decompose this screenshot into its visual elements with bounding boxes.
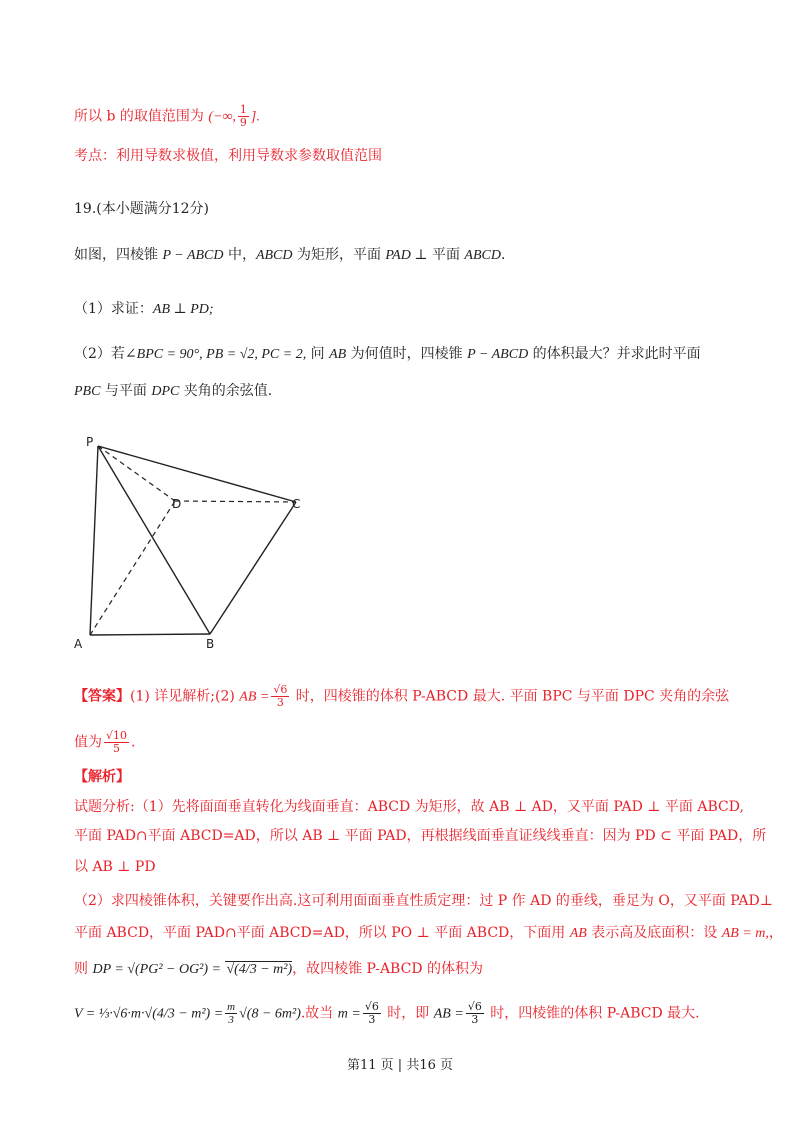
edge-PA xyxy=(90,446,98,635)
analysis-line6: 则 DP = √(PG² − OG²) = √(4/3 − m²)，故四棱锥 P-ABCD 的体积为 xyxy=(74,961,483,977)
edge-DC xyxy=(175,501,296,502)
edge-PD xyxy=(98,446,175,501)
edge-BC xyxy=(210,502,296,634)
vertex-label-C: C xyxy=(292,497,301,511)
edge-PC xyxy=(98,446,296,502)
analysis-line2: 平面 PAD∩平面 ABCD=AD，所以 AB ⊥ 平面 PAD，再根据线面垂直证线线垂直：因为 PD ⊂ 平面 PAD，所 xyxy=(74,828,767,844)
edge-AB xyxy=(90,634,210,635)
analysis-tag: 【解析】 xyxy=(74,769,130,785)
page-footer: 第11 页 | 共16 页 xyxy=(347,1058,453,1073)
question-2-line1: （2）若∠BPC = 90°, PB = √2, PC = 2, 问 AB 为何值时，四棱锥 P − ABCD 的体积最大？并求此时平面 xyxy=(74,346,701,362)
pyramid-figure xyxy=(70,428,320,658)
question-1: （1）求证：AB ⊥ PD; xyxy=(74,301,214,317)
vertex-label-D: D xyxy=(172,497,182,511)
range-conclusion: 所以 b 的取值范围为 (−∞, $\frac{1}{9}$ ]. xyxy=(74,103,260,129)
kaodian-note: 考点：利用导数求极值，利用导数求参数取值范围 xyxy=(74,148,382,164)
problem-intro: 如图，四棱锥 P − ABCD 中，ABCD 为矩形，平面 PAD ⊥ 平面 ABCD. xyxy=(74,247,506,263)
vertex-label-B: B xyxy=(206,637,215,651)
answer-line1: 【答案】(1) 详见解析;(2) AB = $\frac{√6}{3}$ 时，四棱锥的体积 P-ABCD 最大. 平面 BPC 与平面 DPC 夹角的余弦 xyxy=(74,683,730,709)
question-2-line2: PBC 与平面 DPC 夹角的余弦值. xyxy=(74,383,273,399)
analysis-line5: 平面 ABCD，平面 PAD∩平面 ABCD=AD，所以 PO ⊥ 平面 ABCD，下面用 AB 表示高及底面积：设 AB = m,， xyxy=(74,925,783,941)
analysis-line4: （2）求四棱锥体积，关键要作出高.这可利用面面垂直性质定理：过 P 作 AD 的垂线，垂足为 O，又平面 PAD⊥ xyxy=(74,893,773,909)
problem-number: 19.(本小题满分12分) xyxy=(74,201,210,217)
vertex-label-P: P xyxy=(86,435,94,449)
analysis-line1: 试题分析:（1）先将面面垂直转化为线面垂直：ABCD 为矩形，故 AB ⊥ AD，又平面 PAD ⊥ 平面 ABCD, xyxy=(74,799,744,815)
analysis-line7: V = ⅓·√6·m·√(4/3 − m²) = $\frac{m}{3}$ √(8 − 6m²).故当 m = $\frac{√6}{3}$ 时，即 AB = $\frac{√6}{3}$ 时，四棱锥的体积 P-ABCD 最大. xyxy=(74,1000,700,1026)
edge-PB xyxy=(98,446,210,634)
analysis-line3: 以 AB ⊥ PD xyxy=(74,859,156,875)
vertex-label-A: A xyxy=(74,637,83,651)
edge-AD xyxy=(90,501,175,635)
answer-line2: 值为 $\frac{√10}{5}$ . xyxy=(74,729,136,755)
